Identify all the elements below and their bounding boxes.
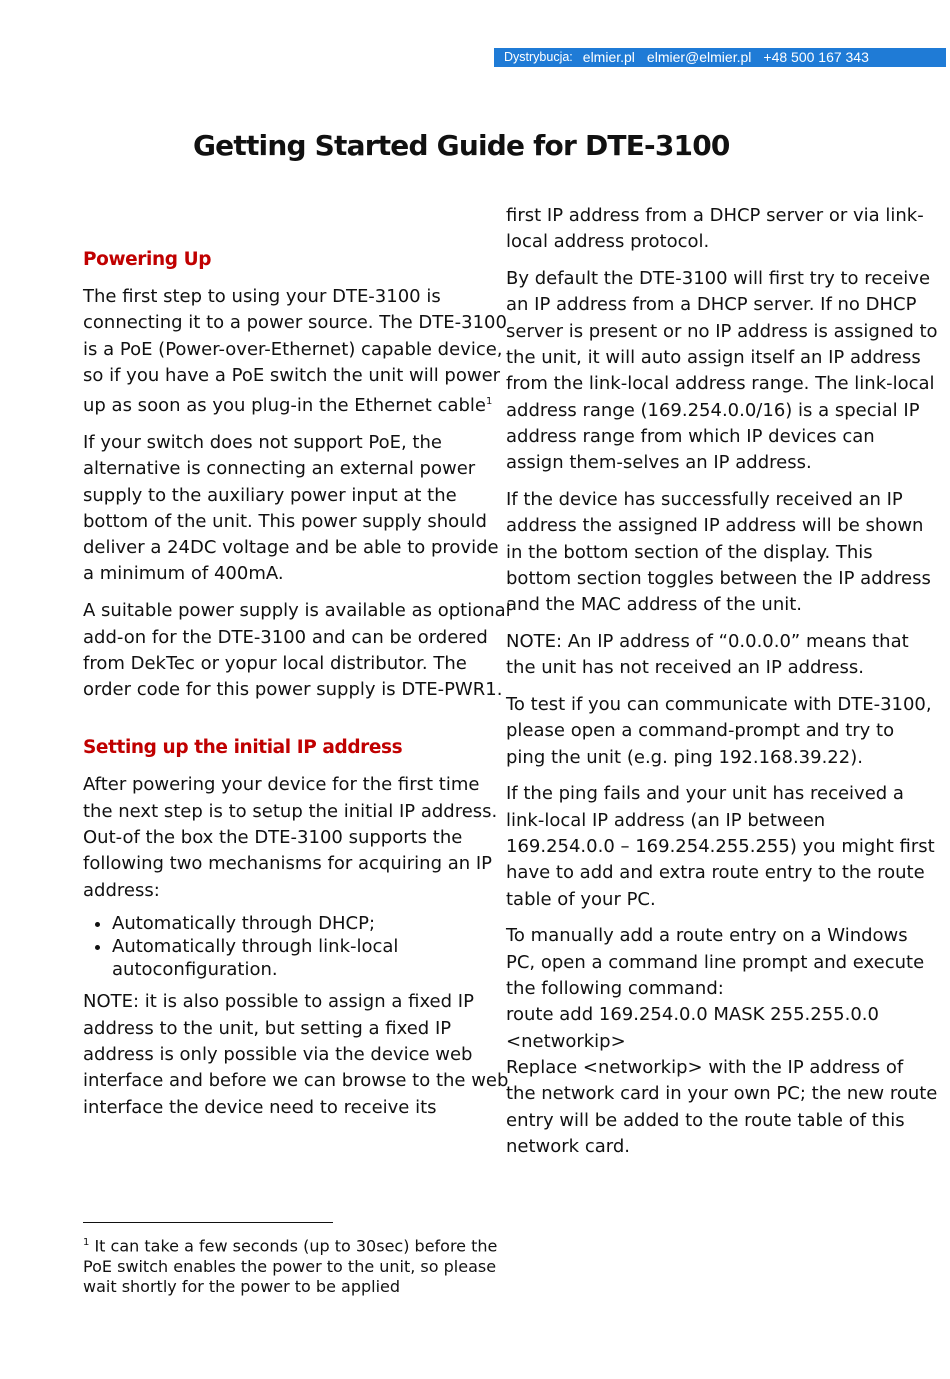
distributor-phone: +48 500 167 343 <box>763 49 869 65</box>
paragraph-continued: first IP address from a DHCP server or via link-local address protocol. <box>506 205 924 253</box>
footnote-separator <box>83 1222 333 1223</box>
list-item: • Automatically through DHCP; <box>112 912 511 935</box>
page-title: Getting Started Guide for DTE-3100 <box>193 129 730 162</box>
distributor-label: Dystrybucja: <box>504 50 573 64</box>
left-column <box>83 246 511 1131</box>
section-heading-powering-up: Powering Up <box>83 249 212 270</box>
paragraph-dhcp-default: By default the DTE-3100 will first try to receive an IP address from a DHCP server. If no DHCP server is present or no IP address is assigned to the unit, it will auto assign itself an IP address from the link-local address range. The link-local address range (169.254.0.0/16) is a special IP address range from which IP devices can assign them-selves an IP address. <box>506 268 938 474</box>
paragraph-ping-test: To test if you can communicate with DTE-3100, please open a command-prompt and try to ping the unit (e.g. ping 192.168.39.22). <box>506 694 932 768</box>
paragraph-manual-route: To manually add a route entry on a Windows PC, open a command line prompt and execute the following command: <box>506 925 925 1000</box>
distributor-site: elmier.pl <box>582 49 635 65</box>
section-heading-ip-setup: Setting up the initial IP address <box>83 737 403 759</box>
paragraph-poe-intro-text: The first step to using your DTE-3100 is connecting it to a power source. The DTE-3100 is a PoE (Power-over-Ethernet) capable device, so if you have a PoE switch the unit will power up as soon as you plug-in the Ethernet cable <box>83 286 507 417</box>
footnote-marker: 1 <box>83 1237 90 1248</box>
footnote <box>83 1233 511 1298</box>
ip-mechanism-list <box>83 912 511 981</box>
list-item: • Automatically through link-local autoconfiguration. <box>112 935 511 981</box>
route-command-line-2: <networkip> <box>506 1030 626 1052</box>
paragraph-external-power: If your switch does not support PoE, the alternative is connecting an external power supply to the auxiliary power input at the bottom of the unit. This power supply should deliver a 24DC voltage and be able to provide a minimum of 400mA. <box>83 431 499 585</box>
paragraph-power-supply-addon: A suitable power supply is available as optional add-on for the DTE-3100 and can be ordered from DekTec or yopur local distributor. The order code for this power supply is DTE-PWR1. <box>83 600 511 701</box>
distributor-header-bar <box>494 48 946 67</box>
footnote-reference: 1 <box>485 396 493 408</box>
paragraph-replace-networkip: Replace <networkip> with the IP address of the network card in your own PC; the new route entry will be added to the route table of this network card. <box>506 1056 938 1157</box>
paragraph-display-ip: If the device has successfully received an IP address the assigned IP address will be shown in the bottom section of the display. This bottom section toggles between the IP address and the MAC address of the unit. <box>506 488 931 616</box>
paragraph-ping-fail: If the ping fails and your unit has received a link-local IP address (an IP between 169.254.0.0 – 169.254.255.255) you might first have to add and extra route entry to the route table of your PC. <box>506 783 935 910</box>
distributor-email: elmier@elmier.pl <box>646 49 752 65</box>
paragraph-fixed-ip-note: NOTE: it is also possible to assign a fixed IP address to the unit, but setting a fixed IP address is only possible via the device web interface and before we can browse to the web interface the device need to receive its <box>83 991 509 1118</box>
footnote-text: It can take a few seconds (up to 30sec) before the PoE switch enables the power to the unit, so please wait shortly for the power to be applied <box>83 1236 498 1297</box>
paragraph-poe-intro <box>83 284 511 419</box>
route-command-line-1: route add 169.254.0.0 MASK 255.255.0.0 <box>506 1004 879 1026</box>
right-column <box>506 203 938 1171</box>
paragraph-zero-ip-note: NOTE: An IP address of “0.0.0.0” means that the unit has not received an IP address. <box>506 630 909 679</box>
paragraph-ip-intro: After powering your device for the first time the next step is to setup the initial IP address. Out-of the box the DTE-3100 supports the following two mechanisms for acquiring an IP address: <box>83 774 498 901</box>
